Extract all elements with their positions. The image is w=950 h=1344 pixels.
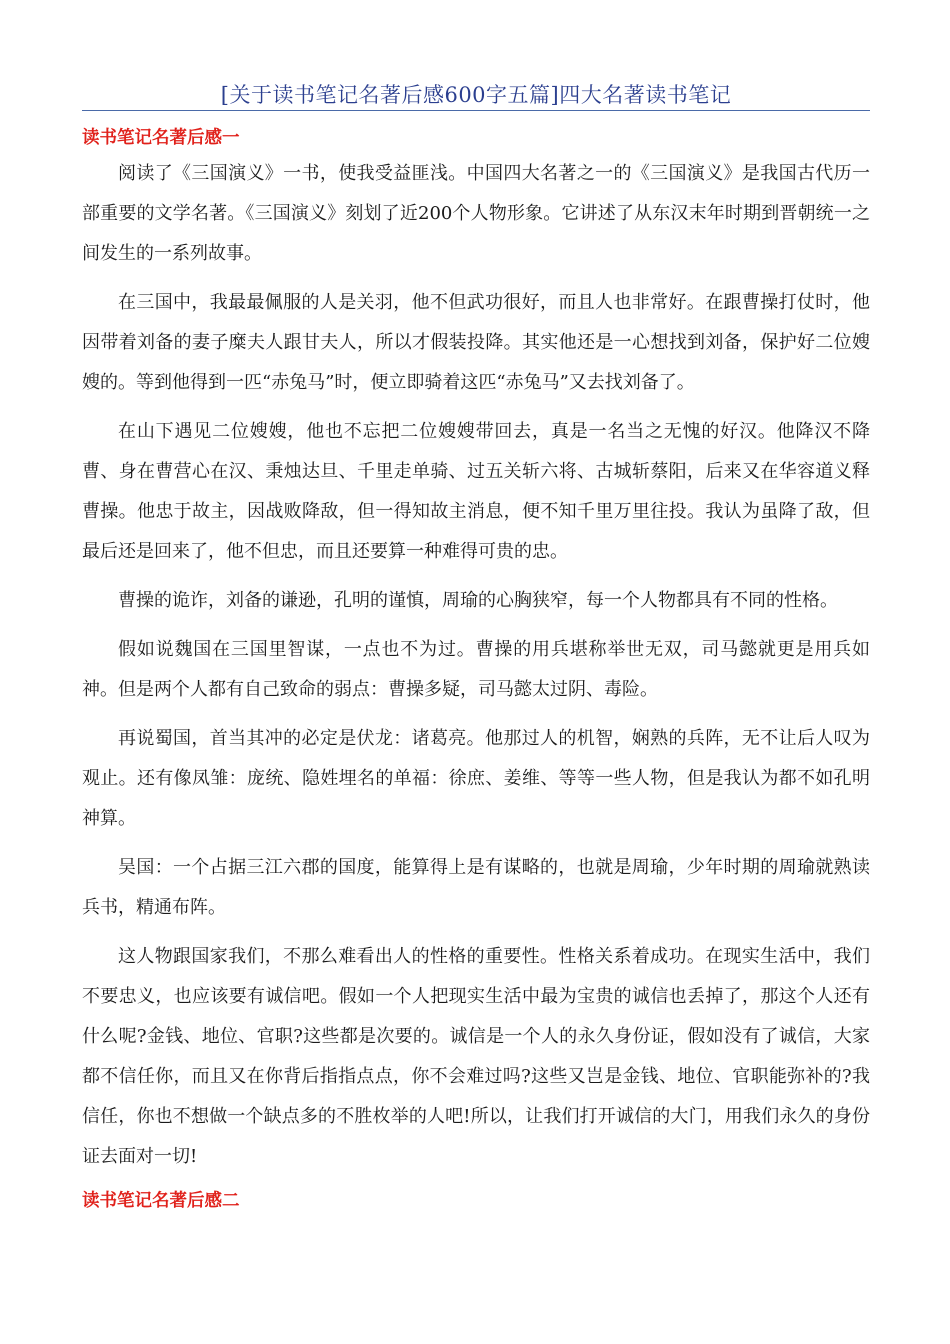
section-title-2: 读书笔记名著后感二 <box>82 1191 240 1211</box>
paragraph: 阅读了《三国演义》一书，使我受益匪浅。中国四大名著之一的《三国演义》是我国古代历一部重要的文学名著。《三国演义》刻划了近200个人物形象。它讲述了从东汉末年时期到晋朝统一之间发生的一系列故事。 <box>82 163 870 264</box>
paragraph: 吴国：一个占据三江六郡的国度，能算得上是有谋略的，也就是周瑜，少年时期的周瑜就熟读兵书，精通布阵。 <box>82 857 870 918</box>
document-body <box>82 120 870 1217</box>
paragraph: 曹操的诡诈，刘备的谦逊，孔明的谨慎，周瑜的心胸狭窄，每一个人物都具有不同的性格。 <box>118 590 838 611</box>
paragraph: 这人物跟国家我们，不那么难看出人的性格的重要性。性格关系着成功。在现实生活中，我们不要忠义，也应该要有诚信吧。假如一个人把现实生活中最为宝贵的诚信也丢掉了，那这个人还有什么呢?金钱、地位、官职?这些都是次要的。诚信是一个人的永久身份证，假如没有了诚信，大家都不信任你，而且又在你背后指指点点，你不会难过吗?这些又岂是金钱、地位、官职能弥补的?我信任，你也不想做一个缺点多的不胜枚举的人吧!所以，让我们打开诚信的大门，用我们永久的身份证去面对一切! <box>82 946 870 1167</box>
header-divider <box>82 110 870 111</box>
section-title-1: 读书笔记名著后感一 <box>82 128 240 148</box>
paragraph: 再说蜀国，首当其冲的必定是伏龙：诸葛亮。他那过人的机智，娴熟的兵阵，无不让后人叹为观止。还有像凤雏：庞统、隐姓埋名的单福：徐庶、姜维、等等一些人物，但是我认为都不如孔明神算。 <box>82 728 870 829</box>
paragraph: 在山下遇见二位嫂嫂，他也不忘把二位嫂嫂带回去，真是一名当之无愧的好汉。他降汉不降曹、身在曹营心在汉、秉烛达旦、千里走单骑、过五关斩六将、古城斩蔡阳，后来又在华容道义释曹操。他忠于故主，因战败降敌，但一得知故主消息，便不知千里万里往投。我认为虽降了敌，但最后还是回来了，他不但忠，而且还要算一种难得可贵的忠。 <box>82 421 870 562</box>
paragraph: 在三国中，我最最佩服的人是关羽，他不但武功很好，而且人也非常好。在跟曹操打仗时，他因带着刘备的妻子糜夫人跟甘夫人，所以才假装投降。其实他还是一心想找到刘备，保护好二位嫂嫂的。等到他得到一匹“赤兔马”时，便立即骑着这匹“赤兔马”又去找刘备了。 <box>82 292 870 393</box>
paragraph: 假如说魏国在三国里智谋，一点也不为过。曹操的用兵堪称举世无双，司马懿就更是用兵如神。但是两个人都有自己致命的弱点：曹操多疑，司马懿太过阴、毒险。 <box>82 639 870 700</box>
document-header-title: [关于读书笔记名著后感600字五篇]四大名著读书笔记 <box>220 83 732 107</box>
